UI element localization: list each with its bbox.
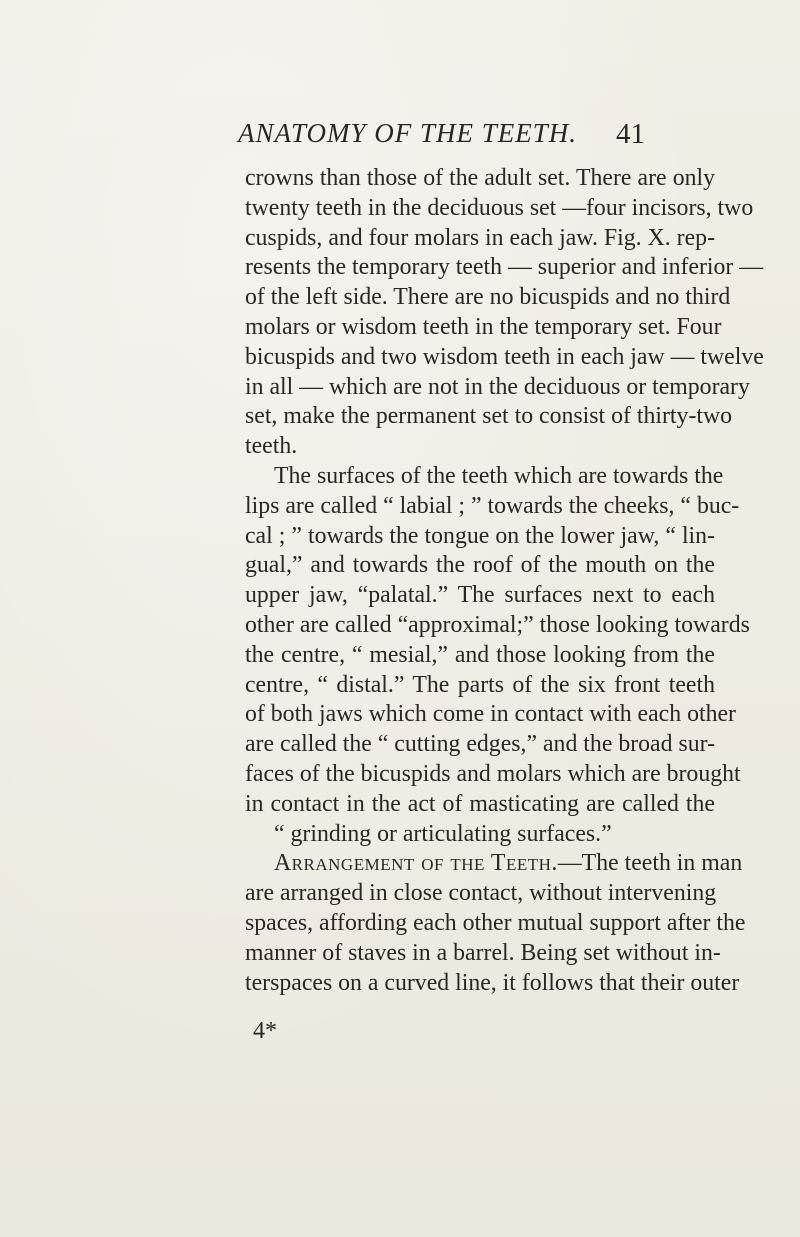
- text-line: twenty teeth in the deciduous set —four incisors, two: [245, 194, 754, 221]
- text-line: “ grinding or articulating surfaces.”: [274, 820, 612, 847]
- text-line: are arranged in close contact, without intervening: [245, 880, 717, 907]
- text-line: the centre, “ mesial,” and those looking from the: [245, 641, 715, 668]
- text-line: cuspids, and four molars in each jaw. Fig. X. rep-: [245, 224, 715, 251]
- text-line: faces of the bicuspids and molars which are brought: [245, 760, 741, 787]
- page-header: [0, 118, 800, 152]
- text-line: of the left side. There are no bicuspids and no third: [245, 284, 731, 311]
- text-line: molars or wisdom teeth in the temporary set. Four: [245, 313, 722, 340]
- section-first-line-text: —The teeth in man: [557, 850, 743, 877]
- section-heading: Arrangement of the Teeth.: [274, 850, 558, 877]
- text-line: resents the temporary teeth — superior and inferior —: [245, 254, 764, 281]
- text-line: centre, “ distal.” The parts of the six front teeth: [245, 671, 715, 698]
- text-line: in contact in the act of masticating are called the: [245, 790, 715, 817]
- text-line: cal ; ” towards the tongue on the lower jaw, “ lin-: [245, 522, 715, 549]
- section-first-line: [245, 849, 743, 879]
- text-line: lips are called “ labial ; ” towards the cheeks, “ buc-: [245, 492, 740, 519]
- text-line: bicuspids and two wisdom teeth in each jaw — twelve: [245, 343, 764, 370]
- text-line: other are called “approximal;” those looking towards: [245, 611, 750, 638]
- text-line: upper jaw, “palatal.” The surfaces next to each: [245, 582, 715, 609]
- text-line: manner of staves in a barrel. Being set without in-: [245, 939, 721, 966]
- text-line: in all — which are not in the deciduous or temporary: [245, 373, 750, 400]
- text-line: teeth.: [245, 433, 298, 460]
- text-line: of both jaws which come in contact with each other: [245, 701, 736, 728]
- text-line: crowns than those of the adult set. There are only: [245, 165, 715, 191]
- paragraph-first-line: The surfaces of the teeth which are towards the: [274, 462, 724, 489]
- running-title: ANATOMY OF THE TEETH.: [238, 118, 578, 148]
- text-line: set, make the permanent set to consist of thirty-two: [245, 403, 733, 430]
- text-line: gual,” and towards the roof of the mouth on the: [245, 552, 715, 579]
- text-line: terspaces on a curved line, it follows that their outer: [245, 969, 740, 996]
- text-line: spaces, affording each other mutual support after the: [245, 909, 746, 936]
- text-line: are called the “ cutting edges,” and the broad sur-: [245, 731, 715, 758]
- body-text: [245, 164, 764, 998]
- signature-mark: 4*: [253, 1018, 277, 1044]
- page-number: 41: [616, 118, 645, 150]
